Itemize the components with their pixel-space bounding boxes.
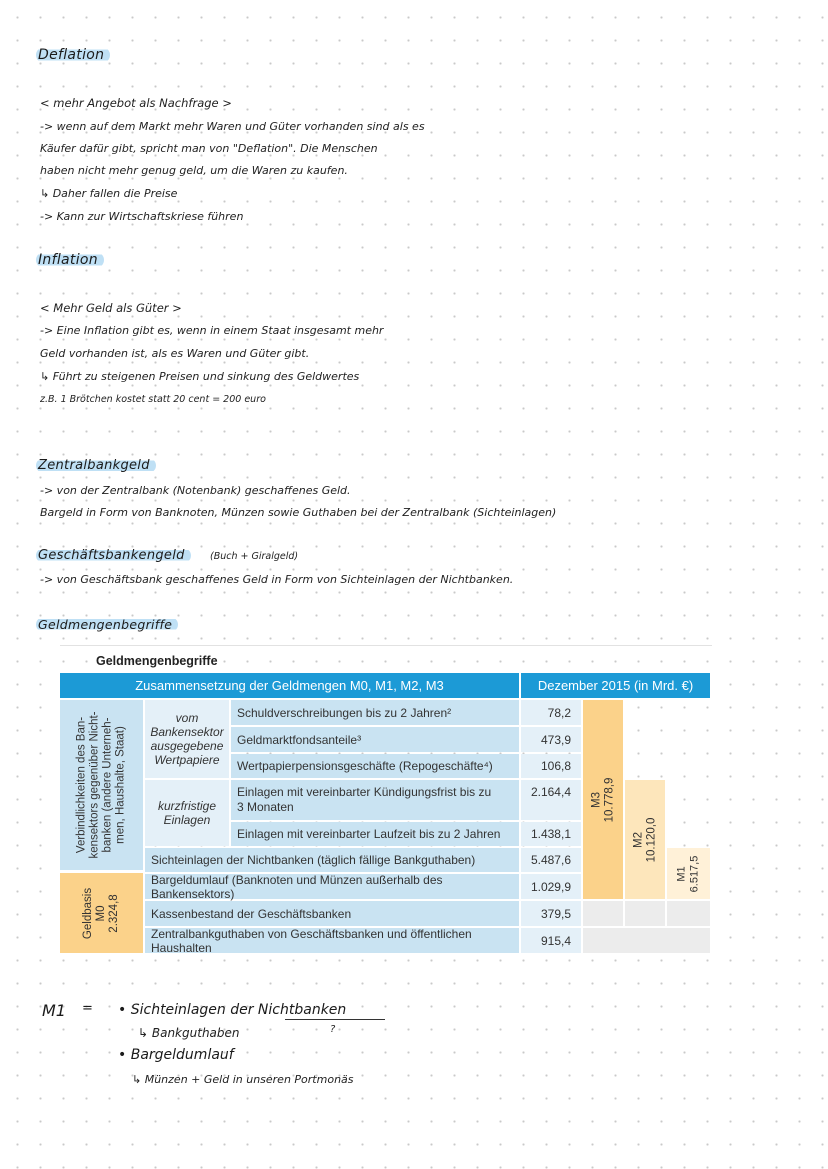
- m1-notes-eq: =: [82, 1001, 93, 1016]
- m3-label: M3 10.778,9: [590, 777, 616, 822]
- empty-cell: [583, 928, 710, 953]
- geschaeftsbankengeld-heading: Geschäftsbankengeld: [36, 548, 191, 563]
- table-row-label: Wertpapierpensionsgeschäfte (Repogeschäfte⁴): [231, 754, 519, 778]
- figure-title: Geldmengenbegriffe: [96, 654, 218, 668]
- table-row-value: 1.438,1: [521, 822, 581, 846]
- empty-cell: [667, 901, 710, 926]
- side-liabilities-label: Verbindlichkeiten des Ban- kensektors gegenüber Nicht- banken (andere Unterneh- men, Haushalte, Staat): [75, 711, 127, 859]
- table-row-value: 915,4: [521, 928, 581, 953]
- table-row-value: 5.487,6: [521, 848, 581, 872]
- geschaeftsbankengeld-line-1: -> von Geschäftsbank geschaffenes Geld in Form von Sichteinlagen der Nichtbanken.: [40, 573, 514, 586]
- deflation-heading: Deflation: [36, 47, 110, 63]
- underline: [285, 1019, 385, 1020]
- m1-item-2-text: Bargeldumlauf: [130, 1047, 234, 1063]
- table-row-value: 106,8: [521, 754, 581, 778]
- table-row-label: Einlagen mit vereinbarter Kündigungsfrist bis zu 3 Monaten: [231, 780, 519, 820]
- table-row-label: Kassenbestand der Geschäftsbanken: [145, 901, 519, 926]
- m1-label: M1 6.517,5: [675, 855, 701, 892]
- deflation-line-2: Käufer dafür gibt, spricht man von "Deflation". Die Menschen: [40, 142, 378, 155]
- inflation-line-3: ↳ Führt zu steigenen Preisen und sinkung des Geldwertes: [40, 370, 360, 383]
- group-deposits-label: kurzfristige Einlagen: [157, 799, 216, 827]
- zentralbankgeld-line-1: -> von der Zentralbank (Notenbank) geschaffenes Geld.: [40, 484, 351, 497]
- geldmengenbegriffe-heading: Geldmengenbegriffe: [36, 617, 178, 632]
- question-mark: ?: [330, 1024, 336, 1035]
- deflation-line-1: -> wenn auf dem Markt mehr Waren und Güter vorhanden sind als es: [40, 120, 425, 133]
- m1-notes-label: M1: [42, 1001, 66, 1020]
- m2-aggregate: [625, 780, 665, 899]
- table-row-value: 473,9: [521, 727, 581, 752]
- group-securities-label: vom Bankensektor ausgegebene Wertpapiere: [150, 711, 224, 767]
- table-header-left: Zusammensetzung der Geldmengen M0, M1, M2, M3: [60, 673, 519, 698]
- empty-cell: [625, 901, 665, 926]
- table-header-right: Dezember 2015 (in Mrd. €): [521, 673, 710, 698]
- table-row-value: 1.029,9: [521, 874, 581, 899]
- m2-label: M2 10.120,0: [632, 817, 658, 862]
- deflation-line-5: -> Kann zur Wirtschaftskriese führen: [40, 210, 244, 223]
- inflation-line-2: Geld vorhanden ist, als es Waren und Güter gibt.: [40, 347, 310, 360]
- side-liabilities: [60, 700, 143, 870]
- table-row-label: Sichteinlagen der Nichtbanken (täglich fällige Bankguthaben): [145, 848, 519, 872]
- m1-item-1-text: Sichteinlagen der Nichtbanken: [130, 1002, 347, 1018]
- inflation-subtitle: < Mehr Geld als Güter >: [40, 301, 182, 315]
- group-securities: [145, 700, 229, 778]
- geschaeftsbankengeld-note: (Buch + Giralgeld): [210, 551, 299, 562]
- inflation-line-1: -> Eine Inflation gibt es, wenn in einem Staat insgesamt mehr: [40, 324, 384, 337]
- inflation-line-4: z.B. 1 Brötchen kostet statt 20 cent = 200 euro: [40, 394, 266, 405]
- empty-cell: [583, 901, 623, 926]
- table-row-value: 78,2: [521, 700, 581, 725]
- side-geldbasis: [60, 873, 143, 953]
- m3-aggregate: [583, 700, 623, 899]
- m1-bullet-2: • Bargeldumlauf: [118, 1047, 234, 1063]
- zentralbankgeld-heading: Zentralbankgeld: [36, 458, 156, 473]
- table-row-value: 379,5: [521, 901, 581, 926]
- table-row-label: Bargeldumlauf (Banknoten und Münzen außerhalb des Bankensektors): [145, 874, 519, 899]
- table-row-label: Einlagen mit vereinbarter Laufzeit bis zu 2 Jahren: [231, 822, 519, 846]
- group-deposits: [145, 780, 229, 846]
- table-row-label: Zentralbankguthaben von Geschäftsbanken und öffentlichen Haushalten: [145, 928, 519, 953]
- m1-item-2-sub: ↳ Münzen + Geld in unseren Portmonäs: [132, 1073, 354, 1086]
- side-geldbasis-label: Geldbasis M0 2.324,8: [81, 887, 120, 939]
- m1-aggregate: [667, 848, 710, 899]
- table-row-label: Schuldverschreibungen bis zu 2 Jahren²: [231, 700, 519, 725]
- deflation-line-3: haben nicht mehr genug geld, um die Waren zu kaufen.: [40, 164, 348, 177]
- m1-item-1-sub: ↳ Bankguthaben: [138, 1026, 240, 1040]
- deflation-subtitle: < mehr Angebot als Nachfrage >: [40, 96, 232, 110]
- table-row-value: 2.164,4: [521, 780, 581, 820]
- m1-bullet-1: • Sichteinlagen der Nichtbanken: [118, 1002, 347, 1018]
- table-row-label: Geldmarktfondsanteile³: [231, 727, 519, 752]
- zentralbankgeld-line-2: Bargeld in Form von Banknoten, Münzen sowie Guthaben bei der Zentralbank (Sichteinlagen): [40, 506, 557, 519]
- inflation-heading: Inflation: [36, 252, 104, 268]
- deflation-line-4: ↳ Daher fallen die Preise: [40, 187, 178, 200]
